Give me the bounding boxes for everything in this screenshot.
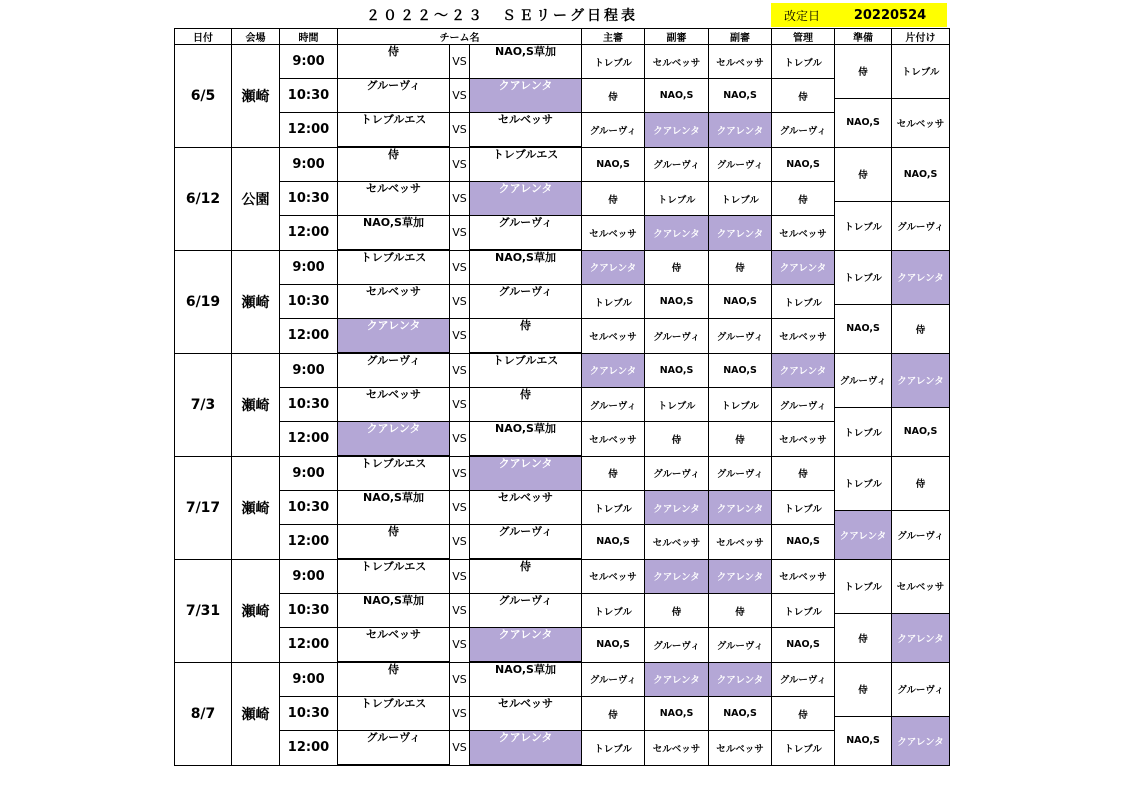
- away-team-lower: [470, 98, 582, 113]
- time-cell: 12:00: [280, 216, 338, 251]
- time-cell: 10:30: [280, 285, 338, 319]
- vs-label: VS: [450, 182, 470, 216]
- prep-cell: 侍: [835, 45, 892, 99]
- ref2-cell: グルーヴィ: [645, 147, 709, 182]
- ref3-cell: グルーヴィ: [709, 319, 772, 354]
- ref1-cell: クアレンタ: [582, 353, 645, 388]
- ref3-cell: グルーヴィ: [709, 456, 772, 491]
- match-row: [175, 628, 950, 648]
- time-cell: 10:30: [280, 79, 338, 113]
- ref3-cell: トレブル: [709, 182, 772, 216]
- away-team-lower: [470, 647, 582, 662]
- home-team: トレブルエス: [338, 113, 450, 133]
- vs-label: VS: [450, 559, 470, 594]
- page-title: ２０２２～２３ ＳＥリーグ日程表: [366, 8, 638, 24]
- away-team: グルーヴィ: [470, 216, 582, 236]
- match-row: [175, 45, 950, 65]
- home-team: クアレンタ: [338, 319, 450, 339]
- revision-box: [771, 3, 947, 27]
- header-ref1: 主審: [582, 29, 645, 45]
- vs-label: VS: [450, 250, 470, 285]
- vs-label: VS: [450, 147, 470, 182]
- away-team-lower: [470, 373, 582, 388]
- ref1-cell: セルベッサ: [582, 216, 645, 251]
- header-ref3: 副審: [709, 29, 772, 45]
- away-team: クアレンタ: [470, 456, 582, 476]
- mgmt-cell: NAO,S: [772, 628, 835, 663]
- time-cell: 10:30: [280, 182, 338, 216]
- away-team: セルベッサ: [470, 491, 582, 511]
- ref1-cell: NAO,S: [582, 525, 645, 560]
- time-cell: 9:00: [280, 147, 338, 182]
- home-team: セルベッサ: [338, 182, 450, 202]
- home-team-lower: [338, 338, 450, 353]
- vs-label: VS: [450, 353, 470, 388]
- ref2-cell: グルーヴィ: [645, 628, 709, 663]
- ref2-cell: グルーヴィ: [645, 319, 709, 354]
- ref3-cell: セルベッサ: [709, 45, 772, 79]
- vs-label: VS: [450, 79, 470, 113]
- ref3-cell: クアレンタ: [709, 662, 772, 697]
- ref3-cell: トレブル: [709, 388, 772, 422]
- ref2-cell: セルベッサ: [645, 45, 709, 79]
- match-row: [175, 182, 950, 202]
- home-team: 侍: [338, 525, 450, 545]
- vs-label: VS: [450, 731, 470, 766]
- ref2-cell: グルーヴィ: [645, 456, 709, 491]
- mgmt-cell: セルベッサ: [772, 422, 835, 457]
- date-cell: 6/12: [175, 147, 232, 250]
- home-team-lower: [338, 682, 450, 697]
- vs-label: VS: [450, 697, 470, 731]
- ref2-cell: クアレンタ: [645, 559, 709, 594]
- home-team-lower: [338, 201, 450, 216]
- venue-cell: 瀬崎: [232, 45, 280, 148]
- away-team-lower: [470, 338, 582, 353]
- match-row: [175, 319, 950, 339]
- home-team-lower: [338, 647, 450, 662]
- match-row: [175, 559, 950, 579]
- time-cell: 9:00: [280, 559, 338, 594]
- ref2-cell: 侍: [645, 422, 709, 457]
- venue-cell: 公園: [232, 147, 280, 250]
- clean-cell: 侍: [892, 304, 950, 353]
- ref1-cell: NAO,S: [582, 628, 645, 663]
- prep-cell: トレブル: [835, 456, 892, 510]
- vs-label: VS: [450, 388, 470, 422]
- time-cell: 12:00: [280, 113, 338, 148]
- away-team-lower: [470, 544, 582, 559]
- home-team: トレブルエス: [338, 559, 450, 579]
- header-prep: 準備: [835, 29, 892, 45]
- date-cell: 8/7: [175, 662, 232, 765]
- clean-cell: グルーヴィ: [892, 662, 950, 716]
- match-row: [175, 79, 950, 99]
- prep-cell: NAO,S: [835, 304, 892, 353]
- away-team-lower: [470, 167, 582, 182]
- match-row: [175, 250, 950, 270]
- away-team-lower: [470, 304, 582, 319]
- mgmt-cell: セルベッサ: [772, 216, 835, 251]
- ref1-cell: トレブル: [582, 285, 645, 319]
- ref3-cell: クアレンタ: [709, 113, 772, 148]
- home-team-lower: [338, 407, 450, 422]
- match-row: [175, 525, 950, 545]
- mgmt-cell: クアレンタ: [772, 250, 835, 285]
- vs-label: VS: [450, 422, 470, 457]
- header-clean: 片付け: [892, 29, 950, 45]
- mgmt-cell: グルーヴィ: [772, 113, 835, 148]
- mgmt-cell: 侍: [772, 182, 835, 216]
- header-row: [175, 29, 950, 45]
- away-team-lower: [470, 132, 582, 147]
- home-team: セルベッサ: [338, 388, 450, 408]
- home-team: グルーヴィ: [338, 731, 450, 751]
- home-team: グルーヴィ: [338, 79, 450, 99]
- revision-date: 20220524: [853, 7, 927, 23]
- clean-cell: グルーヴィ: [892, 201, 950, 250]
- ref1-cell: 侍: [582, 182, 645, 216]
- away-team: クアレンタ: [470, 731, 582, 751]
- date-cell: 7/31: [175, 559, 232, 662]
- vs-label: VS: [450, 319, 470, 354]
- clean-cell: セルベッサ: [892, 98, 950, 147]
- away-team: グルーヴィ: [470, 285, 582, 305]
- away-team: クアレンタ: [470, 628, 582, 648]
- venue-cell: 瀬崎: [232, 662, 280, 765]
- home-team-lower: [338, 510, 450, 525]
- ref3-cell: NAO,S: [709, 353, 772, 388]
- ref2-cell: 侍: [645, 594, 709, 628]
- ref1-cell: セルベッサ: [582, 559, 645, 594]
- home-team: 侍: [338, 45, 450, 65]
- time-cell: 12:00: [280, 628, 338, 663]
- clean-cell: クアレンタ: [892, 613, 950, 662]
- match-row: [175, 113, 950, 133]
- vs-label: VS: [450, 456, 470, 491]
- home-team: セルベッサ: [338, 628, 450, 648]
- mgmt-cell: トレブル: [772, 285, 835, 319]
- prep-cell: トレブル: [835, 407, 892, 456]
- home-team: NAO,S草加: [338, 594, 450, 614]
- date-cell: 7/3: [175, 353, 232, 456]
- away-team-lower: [470, 235, 582, 250]
- home-team: トレブルエス: [338, 697, 450, 717]
- ref3-cell: NAO,S: [709, 79, 772, 113]
- prep-cell: 侍: [835, 662, 892, 716]
- ref2-cell: クアレンタ: [645, 491, 709, 525]
- home-team: セルベッサ: [338, 285, 450, 305]
- home-team: クアレンタ: [338, 422, 450, 442]
- header-teams: チーム名: [338, 29, 582, 45]
- away-team: グルーヴィ: [470, 525, 582, 545]
- vs-label: VS: [450, 525, 470, 560]
- clean-cell: グルーヴィ: [892, 510, 950, 559]
- vs-label: VS: [450, 45, 470, 79]
- ref2-cell: クアレンタ: [645, 216, 709, 251]
- time-cell: 12:00: [280, 422, 338, 457]
- ref1-cell: グルーヴィ: [582, 388, 645, 422]
- ref1-cell: クアレンタ: [582, 250, 645, 285]
- prep-cell: 侍: [835, 147, 892, 201]
- ref2-cell: セルベッサ: [645, 525, 709, 560]
- home-team: NAO,S草加: [338, 491, 450, 511]
- header-time: 時間: [280, 29, 338, 45]
- ref1-cell: 侍: [582, 697, 645, 731]
- away-team: 侍: [470, 319, 582, 339]
- clean-cell: NAO,S: [892, 407, 950, 456]
- ref1-cell: セルベッサ: [582, 319, 645, 354]
- prep-cell: 侍: [835, 613, 892, 662]
- home-team: 侍: [338, 147, 450, 167]
- header-venue: 会場: [232, 29, 280, 45]
- ref2-cell: NAO,S: [645, 353, 709, 388]
- ref3-cell: グルーヴィ: [709, 147, 772, 182]
- mgmt-cell: セルベッサ: [772, 319, 835, 354]
- revision-label: 改定日: [783, 8, 820, 23]
- date-cell: 6/5: [175, 45, 232, 148]
- ref2-cell: 侍: [645, 250, 709, 285]
- match-row: [175, 491, 950, 511]
- ref2-cell: クアレンタ: [645, 662, 709, 697]
- home-team-lower: [338, 476, 450, 491]
- prep-cell: トレブル: [835, 559, 892, 613]
- vs-label: VS: [450, 594, 470, 628]
- header-ref2: 副審: [645, 29, 709, 45]
- prep-cell: クアレンタ: [835, 510, 892, 559]
- away-team-lower: [470, 510, 582, 525]
- prep-cell: トレブル: [835, 250, 892, 304]
- ref1-cell: グルーヴィ: [582, 662, 645, 697]
- ref2-cell: NAO,S: [645, 79, 709, 113]
- away-team-lower: [470, 750, 582, 765]
- mgmt-cell: セルベッサ: [772, 559, 835, 594]
- match-row: [175, 147, 950, 167]
- home-team-lower: [338, 270, 450, 285]
- ref2-cell: トレブル: [645, 388, 709, 422]
- time-cell: 9:00: [280, 250, 338, 285]
- ref1-cell: トレブル: [582, 491, 645, 525]
- away-team: クアレンタ: [470, 182, 582, 202]
- away-team-lower: [470, 476, 582, 491]
- away-team-lower: [470, 579, 582, 594]
- time-cell: 12:00: [280, 731, 338, 766]
- match-row: [175, 353, 950, 373]
- ref2-cell: セルベッサ: [645, 731, 709, 766]
- ref2-cell: NAO,S: [645, 697, 709, 731]
- match-row: [175, 731, 950, 751]
- ref3-cell: セルベッサ: [709, 525, 772, 560]
- vs-label: VS: [450, 662, 470, 697]
- ref2-cell: クアレンタ: [645, 113, 709, 148]
- vs-label: VS: [450, 628, 470, 663]
- match-row: [175, 285, 950, 305]
- away-team: NAO,S草加: [470, 422, 582, 442]
- match-row: [175, 388, 950, 408]
- time-cell: 10:30: [280, 388, 338, 422]
- away-team: NAO,S草加: [470, 662, 582, 682]
- ref3-cell: グルーヴィ: [709, 628, 772, 663]
- away-team-lower: [470, 682, 582, 697]
- home-team-lower: [338, 98, 450, 113]
- away-team: グルーヴィ: [470, 594, 582, 614]
- home-team-lower: [338, 167, 450, 182]
- ref3-cell: NAO,S: [709, 285, 772, 319]
- clean-cell: クアレンタ: [892, 716, 950, 765]
- away-team-lower: [470, 64, 582, 79]
- home-team-lower: [338, 441, 450, 456]
- time-cell: 12:00: [280, 319, 338, 354]
- time-cell: 9:00: [280, 353, 338, 388]
- mgmt-cell: NAO,S: [772, 147, 835, 182]
- away-team-lower: [470, 201, 582, 216]
- ref2-cell: NAO,S: [645, 285, 709, 319]
- vs-label: VS: [450, 491, 470, 525]
- away-team: 侍: [470, 559, 582, 579]
- time-cell: 9:00: [280, 45, 338, 79]
- mgmt-cell: グルーヴィ: [772, 662, 835, 697]
- vs-label: VS: [450, 285, 470, 319]
- home-team-lower: [338, 544, 450, 559]
- ref1-cell: トレブル: [582, 731, 645, 766]
- ref1-cell: セルベッサ: [582, 422, 645, 457]
- away-team-lower: [470, 270, 582, 285]
- mgmt-cell: 侍: [772, 456, 835, 491]
- mgmt-cell: トレブル: [772, 731, 835, 766]
- home-team-lower: [338, 750, 450, 765]
- match-row: [175, 594, 950, 614]
- mgmt-cell: 侍: [772, 697, 835, 731]
- time-cell: 10:30: [280, 594, 338, 628]
- match-row: [175, 456, 950, 476]
- ref1-cell: グルーヴィ: [582, 113, 645, 148]
- mgmt-cell: グルーヴィ: [772, 388, 835, 422]
- away-team: セルベッサ: [470, 697, 582, 717]
- away-team: クアレンタ: [470, 79, 582, 99]
- clean-cell: NAO,S: [892, 147, 950, 201]
- schedule-table: [174, 28, 950, 766]
- mgmt-cell: 侍: [772, 79, 835, 113]
- prep-cell: NAO,S: [835, 98, 892, 147]
- home-team-lower: [338, 579, 450, 594]
- away-team: NAO,S草加: [470, 45, 582, 65]
- mgmt-cell: クアレンタ: [772, 353, 835, 388]
- away-team: 侍: [470, 388, 582, 408]
- away-team: NAO,S草加: [470, 250, 582, 270]
- ref3-cell: 侍: [709, 250, 772, 285]
- mgmt-cell: トレブル: [772, 491, 835, 525]
- mgmt-cell: トレブル: [772, 594, 835, 628]
- home-team: グルーヴィ: [338, 353, 450, 373]
- ref1-cell: 侍: [582, 456, 645, 491]
- time-cell: 12:00: [280, 525, 338, 560]
- venue-cell: 瀬崎: [232, 250, 280, 353]
- ref3-cell: 侍: [709, 422, 772, 457]
- match-row: [175, 662, 950, 682]
- home-team-lower: [338, 716, 450, 731]
- date-cell: 7/17: [175, 456, 232, 559]
- home-team-lower: [338, 235, 450, 250]
- date-cell: 6/19: [175, 250, 232, 353]
- away-team: トレブルエス: [470, 147, 582, 167]
- match-row: [175, 422, 950, 442]
- clean-cell: セルベッサ: [892, 559, 950, 613]
- home-team: トレブルエス: [338, 456, 450, 476]
- away-team-lower: [470, 716, 582, 731]
- ref2-cell: トレブル: [645, 182, 709, 216]
- vs-label: VS: [450, 216, 470, 251]
- match-row: [175, 697, 950, 717]
- ref3-cell: クアレンタ: [709, 559, 772, 594]
- vs-label: VS: [450, 113, 470, 148]
- venue-cell: 瀬崎: [232, 559, 280, 662]
- ref3-cell: NAO,S: [709, 697, 772, 731]
- away-team-lower: [470, 441, 582, 456]
- clean-cell: 侍: [892, 456, 950, 510]
- home-team-lower: [338, 373, 450, 388]
- ref1-cell: 侍: [582, 79, 645, 113]
- time-cell: 10:30: [280, 697, 338, 731]
- away-team: トレブルエス: [470, 353, 582, 373]
- time-cell: 10:30: [280, 491, 338, 525]
- match-row: [175, 216, 950, 236]
- ref3-cell: 侍: [709, 594, 772, 628]
- header-mgmt: 管理: [772, 29, 835, 45]
- ref1-cell: トレブル: [582, 45, 645, 79]
- home-team-lower: [338, 64, 450, 79]
- ref1-cell: トレブル: [582, 594, 645, 628]
- clean-cell: クアレンタ: [892, 353, 950, 407]
- header-date: 日付: [175, 29, 232, 45]
- ref1-cell: NAO,S: [582, 147, 645, 182]
- clean-cell: トレブル: [892, 45, 950, 99]
- home-team-lower: [338, 613, 450, 628]
- clean-cell: クアレンタ: [892, 250, 950, 304]
- time-cell: 9:00: [280, 662, 338, 697]
- home-team-lower: [338, 304, 450, 319]
- venue-cell: 瀬崎: [232, 456, 280, 559]
- venue-cell: 瀬崎: [232, 353, 280, 456]
- away-team-lower: [470, 407, 582, 422]
- ref3-cell: クアレンタ: [709, 491, 772, 525]
- mgmt-cell: NAO,S: [772, 525, 835, 560]
- prep-cell: グルーヴィ: [835, 353, 892, 407]
- ref3-cell: クアレンタ: [709, 216, 772, 251]
- home-team-lower: [338, 132, 450, 147]
- home-team: NAO,S草加: [338, 216, 450, 236]
- prep-cell: NAO,S: [835, 716, 892, 765]
- away-team: セルベッサ: [470, 113, 582, 133]
- ref3-cell: セルベッサ: [709, 731, 772, 766]
- home-team: トレブルエス: [338, 250, 450, 270]
- time-cell: 9:00: [280, 456, 338, 491]
- away-team-lower: [470, 613, 582, 628]
- home-team: 侍: [338, 662, 450, 682]
- mgmt-cell: トレブル: [772, 45, 835, 79]
- prep-cell: トレブル: [835, 201, 892, 250]
